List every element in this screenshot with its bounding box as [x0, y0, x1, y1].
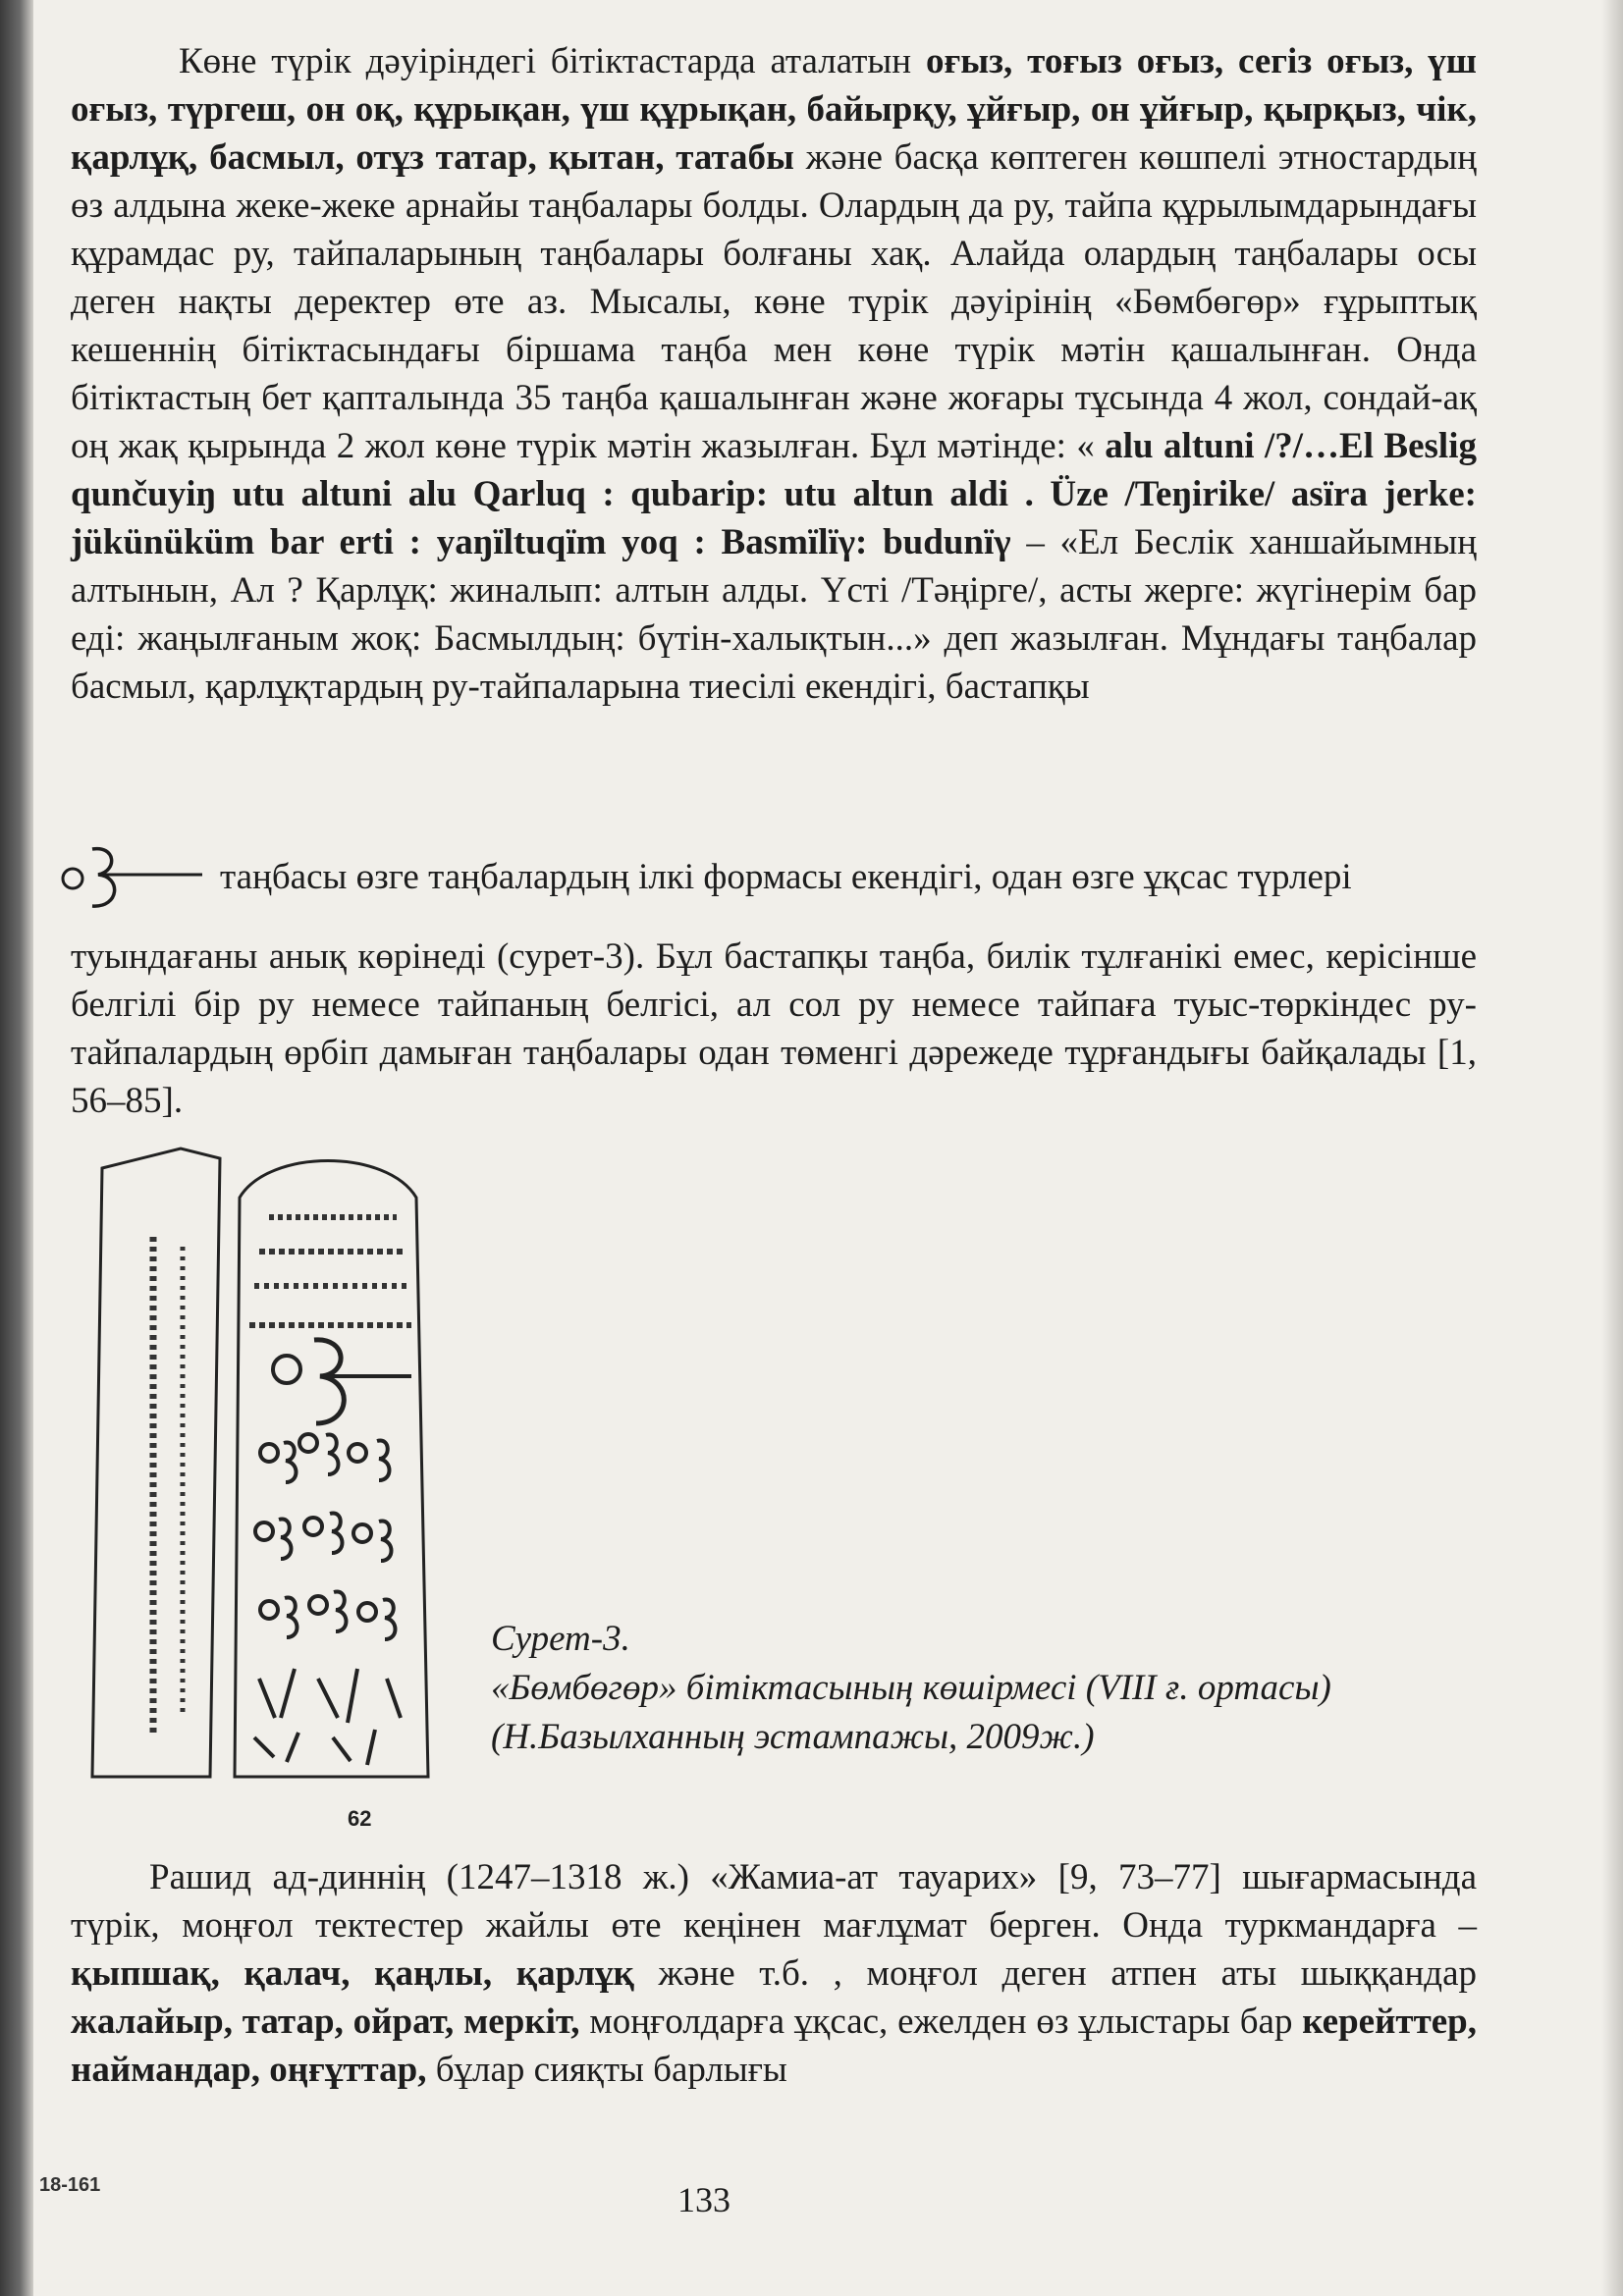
p3-bold-3: керейттер, наймандар, оңғұттар,	[71, 2002, 1478, 2090]
p1-transliteration: alu altuni /?/…El Beslig qunčuyiŋ utu altuni alu Qarluq : qubarip: utu altun aldi . Üze /Teŋirike/ asïra jerke: jükünüküm bar erti : yaŋïltuqïm yoq : Basmïlïγ: budunïγ	[71, 426, 1477, 562]
tamga-sign-icon	[59, 837, 206, 916]
p3-text-4: бұлар сияқты барлығы	[426, 2050, 787, 2090]
p1-text-2: және басқа көптеген көшпелі этностардың өз алдына жеке-жеке арнайы таңбалары болды. Олардың да ру, тайпа құрылымдарындағы құрамдас ру, тайпаларының таңбалары болғаны хақ. Алайда олардың таңбалары осы деген нақты деректер өте аз. Мысалы, көне түрік дәуірінің «Бөмбөгөр» ғұрыптық кешеннің бітіктасындағы біршама таңба мен көне түрік мәтін қашалынған. Онда бітіктастың бет қапталында 35 таңба қашалынған және жоғары тұсында 4 жол, сондай-ақ оң жақ қырында 2 жол көне түрік мәтін жазылған. Бұл мәтінде: «	[71, 137, 1477, 466]
caption-source: (Н.Базылханның эстампажы, 2009ж.)	[491, 1717, 1095, 1757]
bombogor-stele-drawing	[63, 1129, 465, 1836]
tamga-line	[59, 832, 1483, 921]
p1-ethnonyms: оғыз, тоғыз оғыз, сегіз оғыз, үш оғыз, түргеш, он оқ, құрықан, үш құрықан, байырқу, ұйғыр, он ұйғыр, қырқыз, чік, қарлұқ, басмыл, отұз татар, қытан, татабы	[71, 41, 1478, 178]
figure-caption	[491, 1615, 1473, 1762]
p3-text-3: моңғолдарға ұқсас, ежелден өз ұлыстары бар	[579, 2002, 1303, 2042]
figure-mark: 62	[348, 1806, 372, 1831]
paragraph-3	[71, 1853, 1477, 2094]
page-edge-shadow	[1601, 0, 1623, 2296]
paragraph-2: туындағаны анық көрінеді (сурет-3). Бұл бастапқы таңба, билік тұлғанікі емес, керісінше белгілі бір ру немесе тайпаның белгісі, ал сол ру немесе тайпаға туыс-төркіндес ру-тайпалардың өрбіп дамыған таңбалары одан төменгі дәрежеде тұрғандығы байқалады [1, 56–85].	[71, 936, 1477, 1121]
book-spine-shadow	[0, 0, 33, 2296]
p3-text-1: Рашид ад-диннің (1247–1318 ж.) «Жамиа-ат тауарих» [9, 73–77] шығармасында түрік, моңғол тектестер жайлы өте кеңінен мағлұмат берген. Онда туркмандарға –	[71, 1857, 1477, 1946]
p3-text-2: және т.б. , моңғол деген атпен аты шыққандар	[633, 1953, 1477, 1994]
p1-text-1: Көне түрік дәуіріндегі бітіктастарда аталатын	[179, 41, 926, 81]
tamga-line-text: таңбасы өзге таңбалардың ілкі формасы екендігі, одан өзге ұқсас түрлері	[220, 856, 1352, 897]
p3-bold-2: жалайыр, татар, ойрат, меркіт,	[71, 2002, 580, 2042]
p1-text-3: – «Ел Беслік ханшайымның алтынын, Ал ? Қарлұқ: жиналып: алтын алды. Үсті /Тәңірге/, асты жерге: жүгінерім бар еді: жаңылғаным жоқ: Басмылдың: бүтін-халықтын...» деп жазылған. Мұндағы таңбалар басмыл, қарлұқтардың ру-тайпаларына тиесілі екендігі, бастапқы	[71, 522, 1477, 707]
paragraph-1	[71, 37, 1477, 711]
caption-label: Сурет-3.	[491, 1619, 630, 1659]
signature-code: 18-161	[39, 2174, 101, 2196]
page-number: 133	[677, 2180, 730, 2219]
caption-title: «Бөмбөгөр» бітіктасының көшірмесі (VIII ғ. ортасы)	[491, 1668, 1331, 1708]
p3-bold-1: қыпшақ, қалач, қаңлы, қарлұқ	[71, 1953, 634, 1994]
